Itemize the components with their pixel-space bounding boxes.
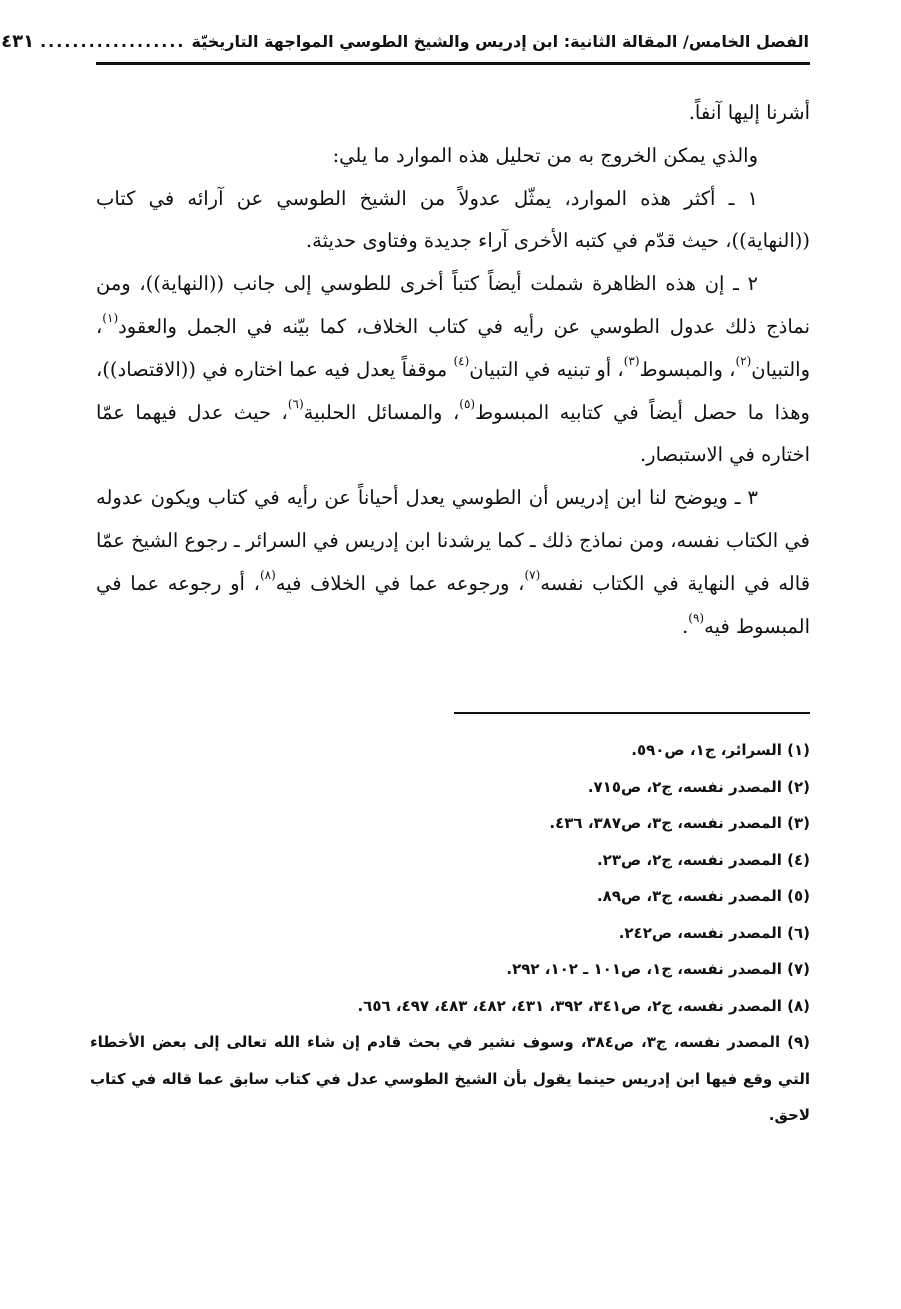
footnote-2: (٢) المصدر نفسه، ج٢، ص٧١٥.	[587, 777, 810, 796]
running-title: الفصل الخامس/ المقالة الثانية: ابن إدريس والشيخ الطوسي المواجهة التاريخيّة	[191, 31, 809, 51]
running-header	[1, 26, 809, 56]
page-number: ٤٣١	[1, 30, 35, 52]
footnote-9-text: المصدر نفسه، ج٣، ص٣٨٤، وسوف نشير في بحث قادم إن شاء الله تعالى إلى بعض الأخطاء التي وقع فيها ابن إدريس حينما يقول بأن الشيخ الطوسي عدل في كتاب سابق عما قاله في كتاب لاحق.	[90, 1033, 810, 1124]
footnote-ref[interactable]: (٤)	[453, 353, 470, 368]
text-run: ، أو رجوعه عما في المبسوط فيه	[96, 571, 810, 638]
text-run: ٣ ـ ويوضح لنا ابن إدريس أن الطوسي يعدل أحياناً عن رأيه في كتاب ويكون عدوله في الكتاب نفسه، ومن نماذج ذلك ـ كما يرشدنا ابن إدريس في السرائر ـ رجوع الشيخ عمّا قاله في النهاية في الكتاب نفسه	[96, 486, 811, 595]
footnote-5: (٥) المصدر نفسه، ج٣، ص٨٩.	[596, 887, 810, 905]
footnote-3: (٣) المصدر نفسه، ج٣، ص٣٨٧، ٤٣٦.	[549, 814, 810, 832]
paragraph-point-2	[96, 263, 810, 477]
paragraph-point-3	[96, 477, 810, 648]
text-run: ، والمسائل الحلبية	[303, 400, 460, 424]
footnote-ref[interactable]: (٨)	[259, 567, 276, 582]
text-run: ، ورجوعه عما في الخلاف فيه	[275, 571, 525, 595]
text-run: ، والتبيان	[96, 314, 810, 381]
footnote-1: (١) السرائر، ج١، ص٥٩٠.	[631, 741, 810, 759]
footnote-ref[interactable]: (٧)	[524, 567, 541, 582]
footnote-ref[interactable]: (٢)	[735, 353, 752, 368]
footnote-9-marker: (٩)	[787, 1033, 810, 1051]
text-run: ، والمبسوط	[639, 357, 736, 381]
footnotes	[90, 732, 810, 1134]
footnote-9	[90, 1024, 810, 1134]
text-run: ، حيث عدل فيهما عمّا اختاره في الاستبصار.	[96, 400, 810, 467]
header-leader-dots: ..................	[40, 31, 186, 51]
footnote-ref[interactable]: (٦)	[287, 396, 304, 411]
text-run: موقفاً يعدل فيه عما اختاره في ((الاقتصاد))، وهذا ما حصل أيضاً في كتابيه المبسوط	[96, 357, 810, 424]
text-run: ، أو تبنيه في التبيان	[469, 357, 624, 381]
footnote-ref[interactable]: (١)	[102, 311, 119, 326]
footnote-8: (٨) المصدر نفسه، ج٢، ص٣٤١، ٣٩٢، ٤٣١، ٤٨٢، ٤٨٣، ٤٩٧، ٦٥٦.	[357, 996, 810, 1015]
text-run: .	[682, 614, 689, 638]
text-run: ٢ ـ إن هذه الظاهرة شملت أيضاً كتباً أخرى للطوسي إلى جانب ((النهاية))، ومن نماذج ذلك عدول الطوسي عن رأيه في كتاب الخلاف، كما بيّنه في الجمل والعقود	[96, 272, 810, 338]
paragraph-point-1: ١ ـ أكثر هذه الموارد، يمثّل عدولاً من الشيخ الطوسي عن آرائه في كتاب ((النهاية))، حيث قدّم في كتبه الأخرى آراء جديدة وفتاوى حديثة.	[96, 186, 810, 253]
header-rule	[96, 62, 810, 65]
main-text	[96, 92, 810, 648]
footnote-7: (٧) المصدر نفسه، ج١، ص١٠١ ـ ١٠٢، ٢٩٢.	[506, 960, 810, 978]
paragraph-continuation: أشرنا إليها آنفاً.	[688, 101, 810, 124]
footnote-ref[interactable]: (٥)	[459, 396, 476, 411]
footnote-ref[interactable]: (٩)	[688, 610, 705, 625]
footnote-4: (٤) المصدر نفسه، ج٢، ص٢٣.	[596, 850, 810, 869]
footnote-6: (٦) المصدر نفسه، ص٢٤٢.	[618, 923, 810, 942]
footnote-separator	[454, 712, 810, 714]
footnote-ref[interactable]: (٣)	[623, 353, 640, 368]
paragraph-intro: والذي يمكن الخروج به من تحليل هذه الموارد ما يلي:	[332, 143, 758, 167]
